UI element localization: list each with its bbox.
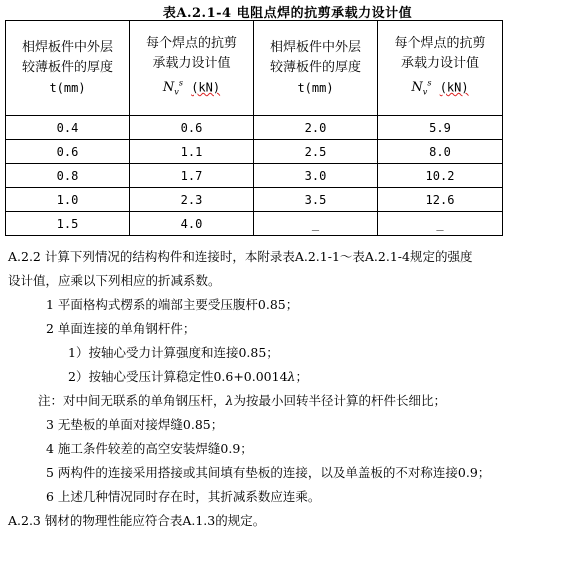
- header-thickness-2: 相焊板件中外层 较薄板件的厚度 t(mm): [254, 21, 378, 116]
- header-shear-capacity-2: 每个焊点的抗剪 承载力设计值 $N_v^s$ (kN): [378, 21, 503, 116]
- shear-symbol: $N_v^s$: [411, 78, 432, 97]
- clause-a22-line2: 设计值，应乘以下列相应的折减系数。: [8, 273, 221, 288]
- table-cell: 4.0: [130, 212, 254, 236]
- table-header-row: [6, 21, 503, 116]
- list-item: 5 两构件的连接采用搭接或其间填有垫板的连接，以及单盖板的不对称连接0.9；: [46, 465, 491, 480]
- lambda-symbol: λ: [287, 369, 296, 384]
- table-cell: 10.2: [378, 164, 503, 188]
- list-item: 3 无垫板的单面对接焊缝0.85；: [46, 417, 224, 432]
- table-cell: 0.6: [6, 140, 130, 164]
- table-cell: 3.0: [254, 164, 378, 188]
- table-cell: 3.5: [254, 188, 378, 212]
- table-cell: 0.8: [6, 164, 130, 188]
- table-cell: 2.5: [254, 140, 378, 164]
- table-cell: 8.0: [378, 140, 503, 164]
- list-item: 1 平面格构式楞系的端部主要受压腹杆0.85；: [46, 297, 299, 312]
- table-cell: 2.3: [130, 188, 254, 212]
- clause-a22-line1: A.2.2 计算下列情况的结构构件和连接时，本附录表A.2.1-1～表A.2.1-4规定的强度: [8, 249, 473, 264]
- table-row: [6, 116, 503, 140]
- header-shear-capacity-1: 每个焊点的抗剪 承载力设计值 $N_v^s$ (kN): [130, 21, 254, 116]
- clause-body: [8, 245, 570, 533]
- table-row: [6, 212, 503, 236]
- table-row: [6, 140, 503, 164]
- table-cell: 1.7: [130, 164, 254, 188]
- table-cell: 0.6: [130, 116, 254, 140]
- list-item: 2 单面连接的单角钢杆件；: [46, 321, 196, 336]
- table-caption: 表A.2.1-4 电阻点焊的抗剪承载力设计值: [162, 6, 413, 21]
- sub-list-item: 1）按轴心受力计算强度和连接0.85；: [68, 345, 279, 360]
- table-cell: 2.0: [254, 116, 378, 140]
- table-row: [6, 188, 503, 212]
- lambda-symbol: λ: [225, 393, 234, 408]
- table-cell: _: [254, 212, 378, 236]
- table-cell: 5.9: [378, 116, 503, 140]
- table-cell: 1.5: [6, 212, 130, 236]
- shear-symbol: $N_v^s$: [162, 78, 183, 97]
- list-item: 6 上述几种情况同时存在时，其折减系数应连乘。: [46, 489, 321, 504]
- table-row: [6, 164, 503, 188]
- table-cell: 1.1: [130, 140, 254, 164]
- clause-a23: A.2.3 钢材的物理性能应符合表A.1.3的规定。: [8, 513, 266, 528]
- header-thickness-1: 相焊板件中外层 较薄板件的厚度 t(mm): [6, 21, 130, 116]
- note: 注：对中间无联系的单角钢压杆，λ为按最小回转半径计算的杆件长细比；: [38, 393, 446, 408]
- sub-list-item: 2）按轴心受压计算稳定性0.6+0.0014λ；: [68, 369, 308, 384]
- table-cell: 12.6: [378, 188, 503, 212]
- list-item: 4 施工条件较差的高空安装焊缝0.9；: [46, 441, 253, 456]
- table-cell: _: [378, 212, 503, 236]
- table-cell: 1.0: [6, 188, 130, 212]
- table-cell: 0.4: [6, 116, 130, 140]
- spot-weld-shear-table: [5, 20, 503, 236]
